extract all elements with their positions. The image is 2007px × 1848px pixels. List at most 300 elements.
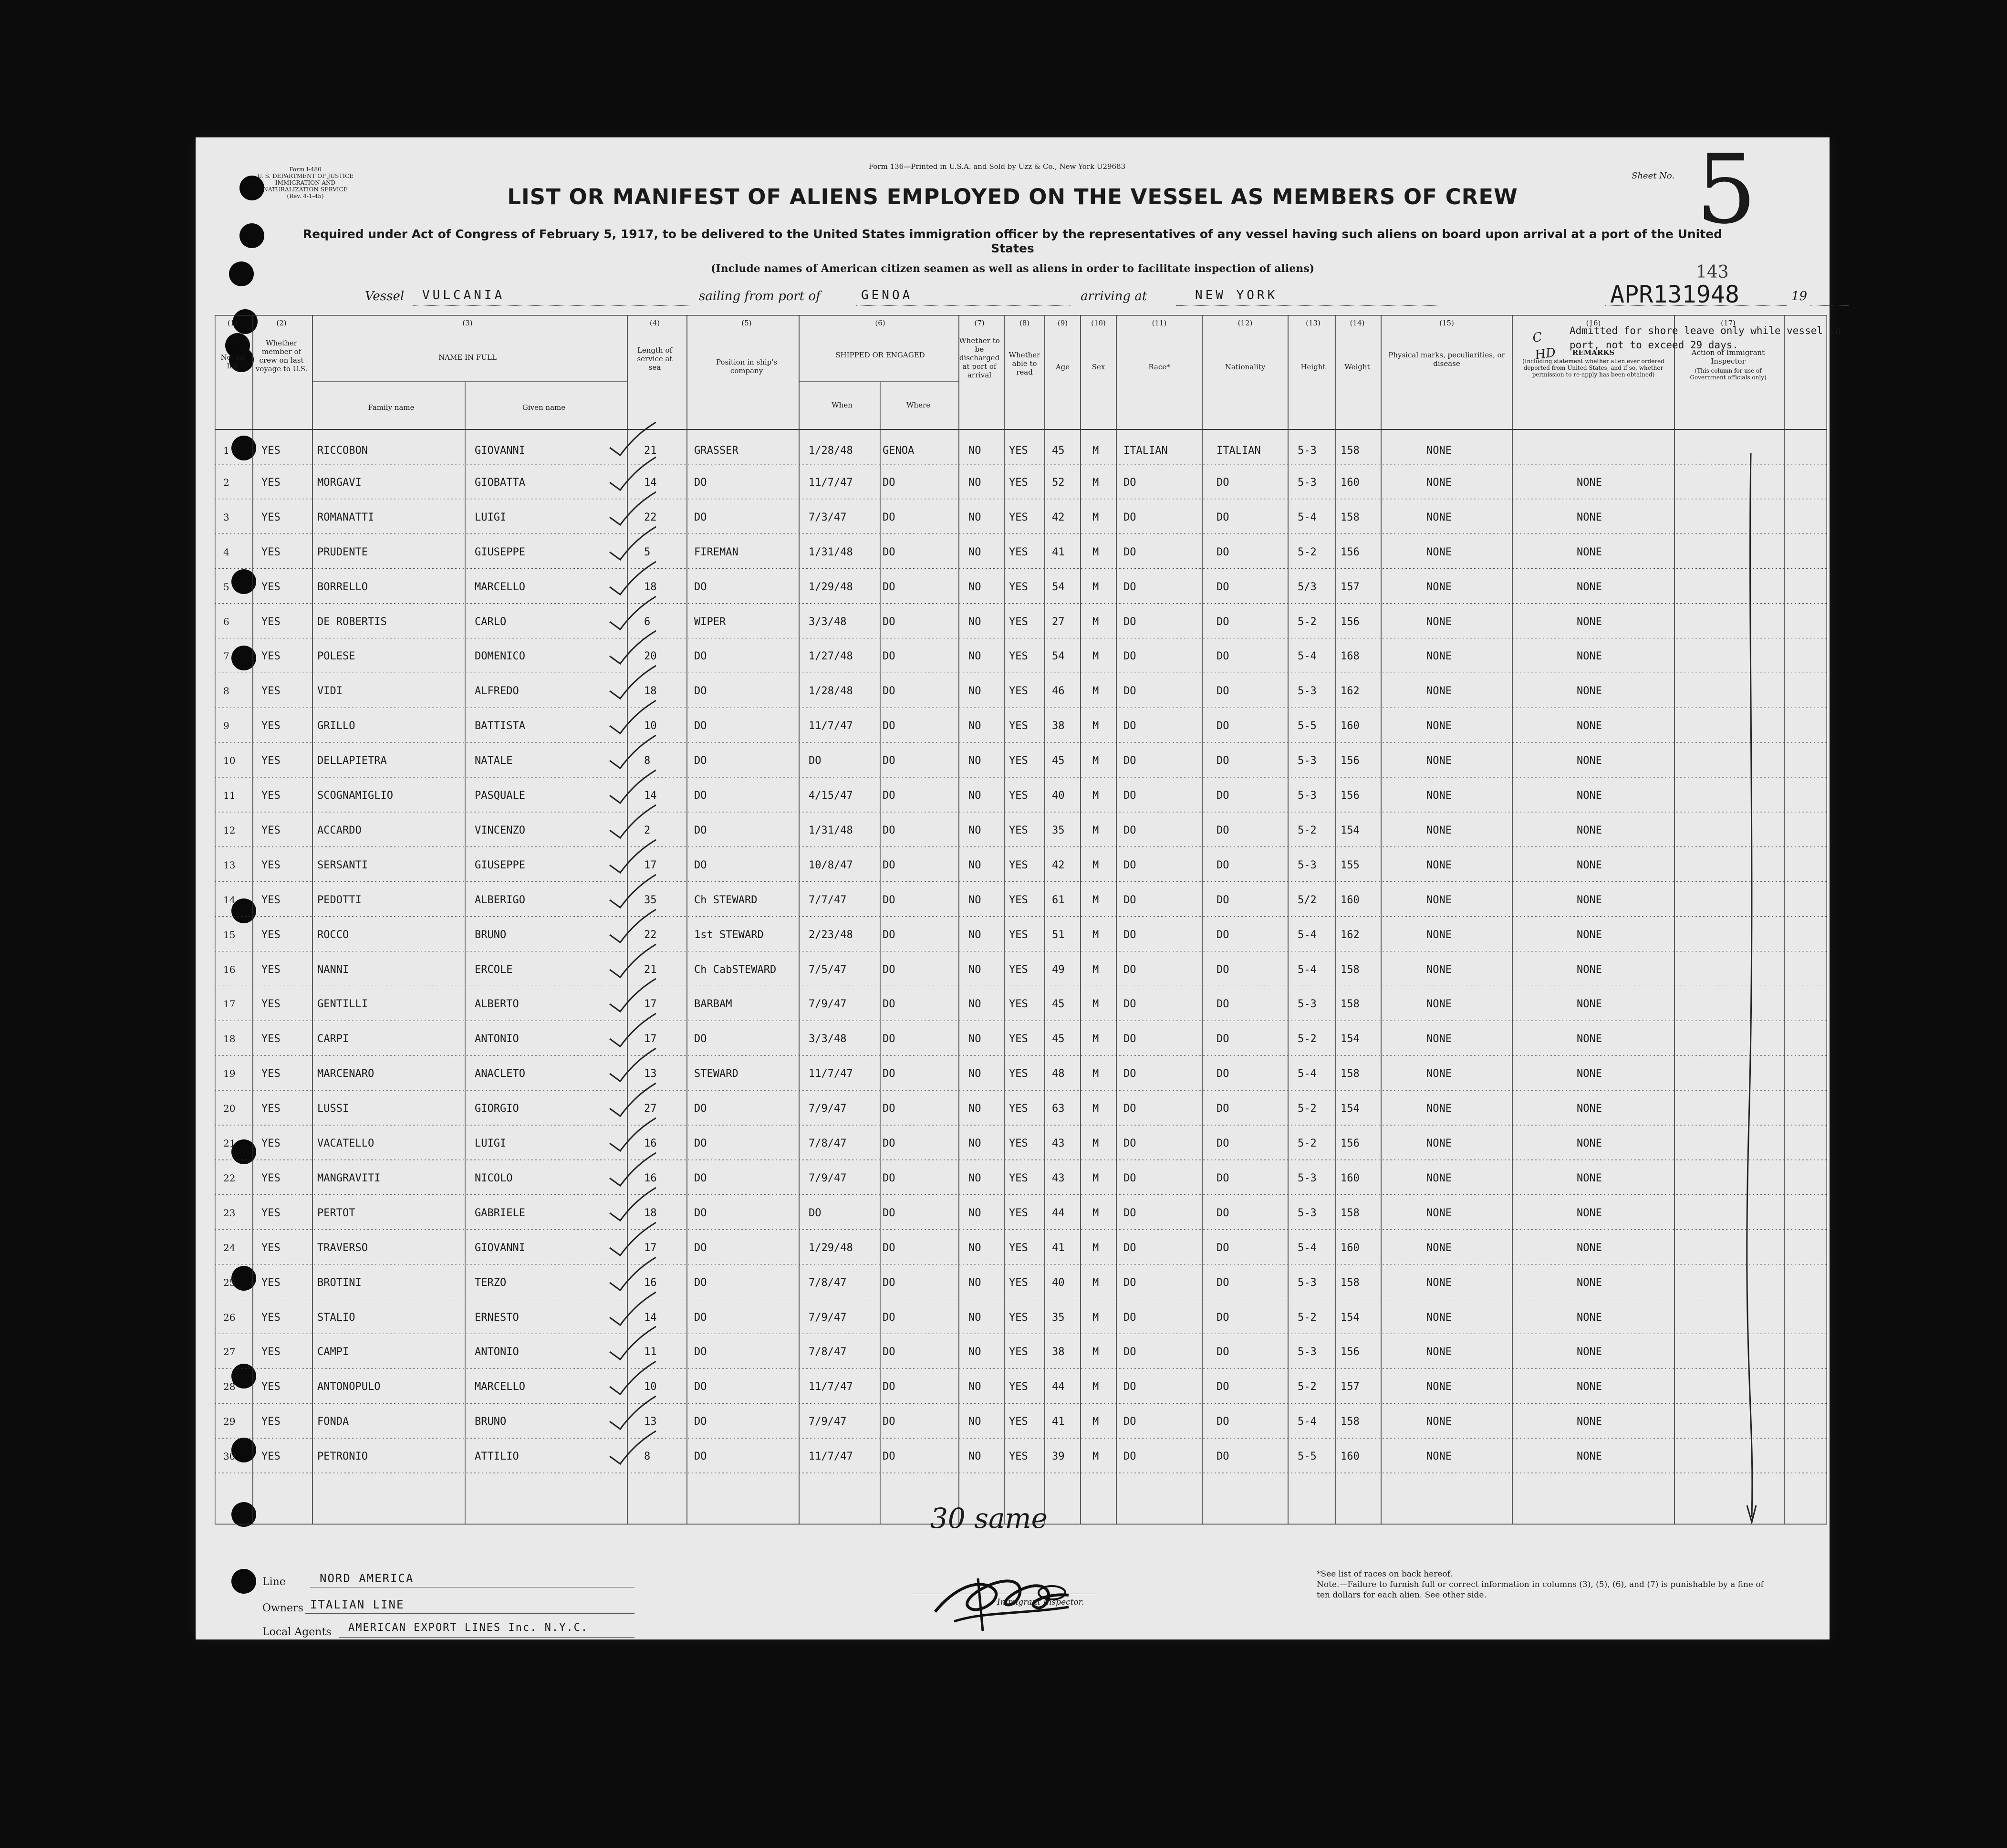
age-cell: 35 [1052, 824, 1065, 836]
nationality-cell: DO [1217, 1276, 1229, 1289]
weight-cell: 156 [1341, 616, 1360, 628]
nationality-cell: DO [1217, 616, 1229, 628]
given-name-cell: CARLO [475, 616, 507, 628]
service-length-cell: 16 [644, 1172, 657, 1184]
physical-marks-cell: NONE [1426, 790, 1452, 802]
age-cell: 45 [1052, 445, 1065, 457]
crew-last-voyage-cell: YES [261, 755, 281, 767]
weight-cell: 158 [1341, 1068, 1360, 1080]
check-mark [606, 1255, 658, 1293]
row-number-cell: 16 [223, 963, 236, 975]
height-cell: 5-3 [1298, 1346, 1317, 1358]
physical-marks-cell: NONE [1426, 445, 1452, 457]
sex-cell: M [1092, 1346, 1099, 1358]
position-cell: STEWARD [694, 1068, 738, 1080]
age-cell: 51 [1052, 929, 1065, 941]
remarks-cell: NONE [1577, 1276, 1602, 1289]
shipped-when-cell: 7/9/47 [809, 998, 847, 1011]
physical-marks-cell: NONE [1426, 1068, 1452, 1080]
table-row [215, 429, 1827, 464]
position-cell: DO [694, 720, 707, 732]
given-name-cell: PASQUALE [475, 790, 525, 802]
age-cell: 45 [1052, 1033, 1065, 1045]
race-cell: DO [1123, 824, 1136, 836]
able-to-read-cell: YES [1009, 685, 1028, 698]
service-length-cell: 21 [644, 445, 657, 457]
check-mark [606, 907, 658, 945]
col-header-nationality: Nationality [1225, 363, 1266, 371]
weight-cell: 160 [1341, 720, 1360, 732]
given-name-cell: ERCOLE [475, 963, 513, 976]
race-cell: DO [1123, 1033, 1136, 1045]
service-length-cell: 14 [644, 1311, 657, 1324]
sex-cell: M [1092, 685, 1099, 698]
form-identifier: Form I-480 U. S. DEPARTMENT OF JUSTICE IMMIGRATION AND NATURALIZATION SERVICE (Rev. 4-1-45) [257, 166, 354, 199]
position-cell: DO [694, 1172, 707, 1184]
able-to-read-cell: YES [1009, 476, 1028, 489]
family-name-cell: CAMPI [317, 1346, 349, 1358]
owners-value: ITALIAN LINE [310, 1598, 405, 1611]
check-mark [606, 803, 658, 841]
crew-last-voyage-cell: YES [261, 894, 281, 906]
row-number-cell: 6 [223, 616, 229, 627]
family-name-cell: LUSSI [317, 1103, 349, 1115]
physical-marks-cell: NONE [1426, 929, 1452, 941]
row-number-cell: 11 [223, 790, 236, 801]
shipped-when-cell: DO [809, 1207, 822, 1219]
sex-cell: M [1092, 998, 1099, 1011]
position-cell: DO [694, 790, 707, 802]
physical-marks-cell: NONE [1426, 824, 1452, 836]
discharged-cell: NO [968, 1103, 981, 1115]
able-to-read-cell: YES [1009, 616, 1028, 628]
age-cell: 40 [1052, 790, 1065, 802]
col-header-physical-marks: Physical marks, peculiarities, or disease [1388, 351, 1505, 368]
check-mark [606, 420, 658, 458]
weight-cell: 158 [1341, 963, 1360, 976]
nationality-cell: DO [1217, 963, 1229, 976]
table-row [215, 812, 1827, 847]
service-length-cell: 22 [644, 929, 657, 941]
row-number-cell: 1 [223, 445, 229, 456]
col-number: (8) [1019, 319, 1030, 327]
shipped-where-cell: DO [883, 1207, 895, 1219]
race-cell: DO [1123, 1068, 1136, 1080]
crew-last-voyage-cell: YES [261, 546, 281, 558]
age-cell: 43 [1052, 1138, 1065, 1149]
count-annotation: 30 same [930, 1502, 1048, 1535]
height-cell: 5-3 [1298, 790, 1317, 802]
nationality-cell: DO [1217, 1138, 1229, 1149]
check-mark [606, 1394, 658, 1432]
col-number: (4) [649, 319, 660, 327]
row-number-cell: 13 [223, 859, 236, 871]
col-number: (17) [1721, 319, 1736, 327]
physical-marks-cell: NONE [1426, 1033, 1452, 1045]
family-name-cell: CARPI [317, 1033, 349, 1045]
able-to-read-cell: YES [1009, 1138, 1028, 1149]
row-number-cell: 25 [223, 1276, 236, 1288]
crew-last-voyage-cell: YES [261, 581, 281, 593]
race-cell: DO [1123, 1346, 1136, 1358]
sex-cell: M [1092, 1276, 1099, 1289]
sex-cell: M [1092, 511, 1099, 523]
race-cell: DO [1123, 1242, 1136, 1254]
service-length-cell: 14 [644, 476, 657, 489]
shipped-where-cell: DO [883, 1381, 895, 1393]
position-cell: DO [694, 1207, 707, 1219]
service-length-cell: 18 [644, 1207, 657, 1219]
physical-marks-cell: NONE [1426, 616, 1452, 628]
service-length-cell: 8 [644, 1451, 651, 1463]
discharged-cell: NO [968, 859, 981, 871]
discharged-cell: NO [968, 998, 981, 1011]
age-cell: 49 [1052, 963, 1065, 976]
table-row [215, 1195, 1827, 1230]
given-name-cell: GIORGIO [475, 1103, 519, 1115]
discharged-cell: NO [968, 511, 981, 523]
crew-last-voyage-cell: YES [261, 1172, 281, 1184]
position-cell: DO [694, 1276, 707, 1289]
service-length-cell: 18 [644, 685, 657, 698]
given-name-cell: LUIGI [475, 511, 507, 523]
able-to-read-cell: YES [1009, 581, 1028, 593]
race-cell: DO [1123, 1103, 1136, 1115]
race-cell: DO [1123, 790, 1136, 802]
family-name-cell: BORRELLO [317, 581, 368, 593]
sex-cell: M [1092, 963, 1099, 976]
penalty-note: Note.—Failure to furnish full or correct information in columns (3), (5), (6), and (7) is punishable by a fine of ten dollars for each alien. See other side. [1317, 1580, 1764, 1600]
col-header-where: Where [906, 401, 930, 409]
physical-marks-cell: NONE [1426, 685, 1452, 698]
shipped-when-cell: 2/23/48 [809, 929, 853, 941]
shipped-where-cell: DO [883, 790, 895, 802]
sex-cell: M [1092, 859, 1099, 871]
remarks-cell: NONE [1577, 790, 1602, 802]
service-length-cell: 13 [644, 1416, 657, 1428]
physical-marks-cell: NONE [1426, 1276, 1452, 1289]
crew-last-voyage-cell: YES [261, 963, 281, 976]
row-number-cell: 18 [223, 1033, 236, 1045]
printer-line: Form 136—Printed in U.S.A. and Sold by Uzz & Co., New York U29683 [868, 162, 1126, 171]
crew-last-voyage-cell: YES [261, 445, 281, 457]
row-number-cell: 27 [223, 1346, 236, 1358]
race-cell: DO [1123, 546, 1136, 558]
able-to-read-cell: YES [1009, 1172, 1028, 1184]
sex-cell: M [1092, 1242, 1099, 1254]
weight-cell: 160 [1341, 1242, 1360, 1254]
position-cell: WIPER [694, 616, 726, 628]
race-cell: DO [1123, 650, 1136, 663]
col-header-service-length: Length of service at sea [637, 346, 673, 372]
check-mark [606, 455, 658, 493]
discharged-cell: NO [968, 685, 981, 698]
table-row [215, 534, 1827, 569]
discharged-cell: NO [968, 1346, 981, 1358]
row-number-cell: 2 [223, 476, 229, 488]
weight-cell: 162 [1341, 685, 1360, 698]
service-length-cell: 6 [644, 616, 651, 628]
physical-marks-cell: NONE [1426, 1242, 1452, 1254]
nationality-cell: DO [1217, 1172, 1229, 1184]
weight-cell: 157 [1341, 1381, 1360, 1393]
col-header-family-name: Family name [368, 403, 415, 412]
col-header-inspector-sub: (This column for use of Government officials only) [1690, 367, 1767, 381]
table-row [215, 951, 1827, 986]
table-row [215, 464, 1827, 499]
arriving-label: arriving at [1081, 289, 1147, 303]
discharged-cell: NO [968, 1172, 981, 1184]
discharged-cell: NO [968, 824, 981, 836]
age-cell: 41 [1052, 1416, 1065, 1428]
table-row [215, 638, 1827, 673]
page-stamp: 143 [1696, 262, 1729, 282]
physical-marks-cell: NONE [1426, 650, 1452, 663]
position-cell: DO [694, 511, 707, 523]
nationality-cell: DO [1217, 1033, 1229, 1045]
row-number-cell: 26 [223, 1311, 236, 1323]
age-cell: 43 [1052, 1172, 1065, 1184]
remarks-cell: NONE [1577, 998, 1602, 1011]
family-name-cell: ANTONOPULO [317, 1381, 381, 1393]
able-to-read-cell: YES [1009, 998, 1028, 1011]
crew-last-voyage-cell: YES [261, 859, 281, 871]
given-name-cell: ERNESTO [475, 1311, 519, 1324]
discharged-cell: NO [968, 1068, 981, 1080]
table-row [215, 986, 1827, 1021]
row-number-cell: 30 [223, 1451, 236, 1462]
height-cell: 5-2 [1298, 616, 1317, 628]
row-number-cell: 8 [223, 685, 229, 697]
remarks-cell: NONE [1577, 859, 1602, 871]
height-cell: 5-3 [1298, 998, 1317, 1011]
shipped-when-cell: 1/28/48 [809, 685, 853, 698]
shipped-when-cell: 7/8/47 [809, 1346, 847, 1358]
col-header-race: Race* [1148, 363, 1170, 371]
col-header-name: NAME IN FULL [438, 353, 497, 362]
height-cell: 5-5 [1298, 1451, 1317, 1463]
nationality-cell: DO [1217, 720, 1229, 732]
remarks-cell: NONE [1577, 581, 1602, 593]
weight-cell: 156 [1341, 790, 1360, 802]
family-name-cell: DELLAPIETRA [317, 755, 387, 767]
shipped-when-cell: 4/15/47 [809, 790, 853, 802]
position-cell: DO [694, 476, 707, 489]
remarks-cell: NONE [1577, 1451, 1602, 1463]
nationality-cell: DO [1217, 929, 1229, 941]
shipped-where-cell: DO [883, 1138, 895, 1149]
race-cell: DO [1123, 581, 1136, 593]
agents-value: AMERICAN EXPORT LINES Inc. N.Y.C. [348, 1622, 589, 1634]
race-cell: ITALIAN [1123, 445, 1168, 457]
row-number-cell: 5 [223, 581, 229, 593]
physical-marks-cell: NONE [1426, 720, 1452, 732]
col-header-discharged: Whether to be discharged at port of arrival [959, 336, 1000, 379]
height-cell: 5-2 [1298, 824, 1317, 836]
discharged-cell: NO [968, 1242, 981, 1254]
footnote [1317, 1569, 1770, 1600]
weight-cell: 162 [1341, 929, 1360, 941]
race-cell: DO [1123, 859, 1136, 871]
discharged-cell: NO [968, 476, 981, 489]
physical-marks-cell: NONE [1426, 963, 1452, 976]
shipped-where-cell: DO [883, 1276, 895, 1289]
family-name-cell: MORGAVI [317, 476, 362, 489]
discharged-cell: NO [968, 1381, 981, 1393]
weight-cell: 154 [1341, 824, 1360, 836]
physical-marks-cell: NONE [1426, 998, 1452, 1011]
remarks-cell: NONE [1577, 1068, 1602, 1080]
nationality-cell: DO [1217, 790, 1229, 802]
height-cell: 5-2 [1298, 1033, 1317, 1045]
family-name-cell: VACATELLO [317, 1138, 374, 1149]
table-row [215, 1334, 1827, 1368]
position-cell: DO [694, 859, 707, 871]
row-number-cell: 29 [223, 1416, 236, 1428]
check-mark [606, 490, 658, 528]
given-name-cell: MARCELLO [475, 1381, 525, 1393]
col-number: (5) [741, 319, 752, 327]
nationality-cell: DO [1217, 685, 1229, 698]
shipped-where-cell: DO [883, 581, 895, 593]
shipped-where-cell: DO [883, 894, 895, 906]
discharged-cell: NO [968, 929, 981, 941]
physical-marks-cell: NONE [1426, 1311, 1452, 1324]
shipped-where-cell: DO [883, 720, 895, 732]
sex-cell: M [1092, 581, 1099, 593]
nationality-cell: DO [1217, 511, 1229, 523]
sex-cell: M [1092, 1207, 1099, 1219]
age-cell: 44 [1052, 1207, 1065, 1219]
remarks-cell: NONE [1577, 963, 1602, 976]
race-cell: DO [1123, 998, 1136, 1011]
weight-cell: 158 [1341, 511, 1360, 523]
shipped-when-cell: 7/9/47 [809, 1172, 847, 1184]
nationality-cell: DO [1217, 1381, 1229, 1393]
weight-cell: 160 [1341, 1172, 1360, 1184]
physical-marks-cell: NONE [1426, 476, 1452, 489]
given-name-cell: GIUSEPPE [475, 859, 525, 871]
service-length-cell: 10 [644, 1381, 657, 1393]
given-name-cell: NATALE [475, 755, 513, 767]
crew-last-voyage-cell: YES [261, 1138, 281, 1149]
position-cell: BARBAM [694, 998, 732, 1011]
position-cell: Ch STEWARD [694, 894, 758, 906]
check-mark [606, 1185, 658, 1223]
owners-label: Owners [262, 1602, 303, 1614]
age-cell: 39 [1052, 1451, 1065, 1463]
check-mark [606, 698, 658, 736]
sex-cell: M [1092, 1311, 1099, 1324]
discharged-cell: NO [968, 755, 981, 767]
row-number-cell: 20 [223, 1103, 236, 1115]
nationality-cell: DO [1217, 546, 1229, 558]
shipped-when-cell: 11/7/47 [809, 1451, 853, 1463]
family-name-cell: PERTOT [317, 1207, 355, 1219]
age-cell: 63 [1052, 1103, 1065, 1115]
row-number-cell: 7 [223, 650, 229, 662]
check-mark [606, 837, 658, 876]
shipped-when-cell: 7/7/47 [809, 894, 847, 906]
shipped-where-cell: DO [883, 1451, 895, 1463]
manifest-sheet [196, 134, 1841, 1639]
col-header-weight: Weight [1344, 363, 1370, 371]
page-subtitle: Required under Act of Congress of February 5, 1917, to be delivered to the United States immigration officer by the representatives of any vessel having such aliens on board upon arrival at a port of the United States [302, 227, 1723, 255]
height-cell: 5-3 [1298, 755, 1317, 767]
table-row [215, 917, 1827, 951]
height-cell: 5-2 [1298, 1381, 1317, 1393]
col-number: (3) [462, 319, 473, 327]
service-length-cell: 5 [644, 546, 651, 558]
col-header-sex: Sex [1092, 363, 1105, 371]
nationality-cell: DO [1217, 1451, 1229, 1463]
check-mark [606, 524, 658, 563]
sex-cell: M [1092, 476, 1099, 489]
remarks-cell: NONE [1577, 650, 1602, 663]
col-number: (9) [1057, 319, 1068, 327]
remarks-cell: NONE [1577, 1311, 1602, 1324]
race-cell: DO [1123, 1207, 1136, 1219]
physical-marks-cell: NONE [1426, 1346, 1452, 1358]
shipped-when-cell: 1/28/48 [809, 445, 853, 457]
family-name-cell: MARCENARO [317, 1068, 374, 1080]
given-name-cell: BRUNO [475, 929, 507, 941]
race-cell: DO [1123, 511, 1136, 523]
service-length-cell: 17 [644, 1033, 657, 1045]
shipped-where-cell: DO [883, 1346, 895, 1358]
shipped-when-cell: 7/9/47 [809, 1103, 847, 1115]
weight-cell: 156 [1341, 546, 1360, 558]
discharged-cell: NO [968, 616, 981, 628]
table-row [215, 1021, 1827, 1055]
sex-cell: M [1092, 1103, 1099, 1115]
height-cell: 5-3 [1298, 1172, 1317, 1184]
race-cell: DO [1123, 894, 1136, 906]
sex-cell: M [1092, 445, 1099, 457]
col-header-no: No. on list [220, 353, 245, 370]
family-name-cell: BROTINI [317, 1276, 362, 1289]
able-to-read-cell: YES [1009, 1242, 1028, 1254]
given-name-cell: ALFREDO [475, 685, 519, 698]
discharged-cell: NO [968, 1138, 981, 1149]
position-cell: Ch CabSTEWARD [694, 963, 777, 976]
nationality-cell: DO [1217, 650, 1229, 663]
nationality-cell: DO [1217, 998, 1229, 1011]
nationality-cell: ITALIAN [1217, 445, 1261, 457]
age-cell: 54 [1052, 581, 1065, 593]
nationality-cell: DO [1217, 1416, 1229, 1428]
service-length-cell: 35 [644, 894, 657, 906]
row-number-cell: 24 [223, 1242, 236, 1253]
discharged-cell: NO [968, 720, 981, 732]
age-cell: 41 [1052, 546, 1065, 558]
check-mark [606, 1290, 658, 1328]
service-length-cell: 17 [644, 1242, 657, 1254]
sex-cell: M [1092, 790, 1099, 802]
crew-last-voyage-cell: YES [261, 998, 281, 1011]
shipped-where-cell: DO [883, 1311, 895, 1324]
family-name-cell: PEDOTTI [317, 894, 362, 906]
weight-cell: 168 [1341, 650, 1360, 663]
given-name-cell: GIOBATTA [475, 476, 525, 489]
col-number: (13) [1306, 319, 1321, 327]
shipped-when-cell: 11/7/47 [809, 1068, 853, 1080]
table-row [215, 1299, 1827, 1334]
shipped-when-cell: 11/7/47 [809, 476, 853, 489]
crew-last-voyage-cell: YES [261, 685, 281, 698]
sailing-port: GENOA [861, 288, 913, 303]
given-name-cell: ANTONIO [475, 1346, 519, 1358]
